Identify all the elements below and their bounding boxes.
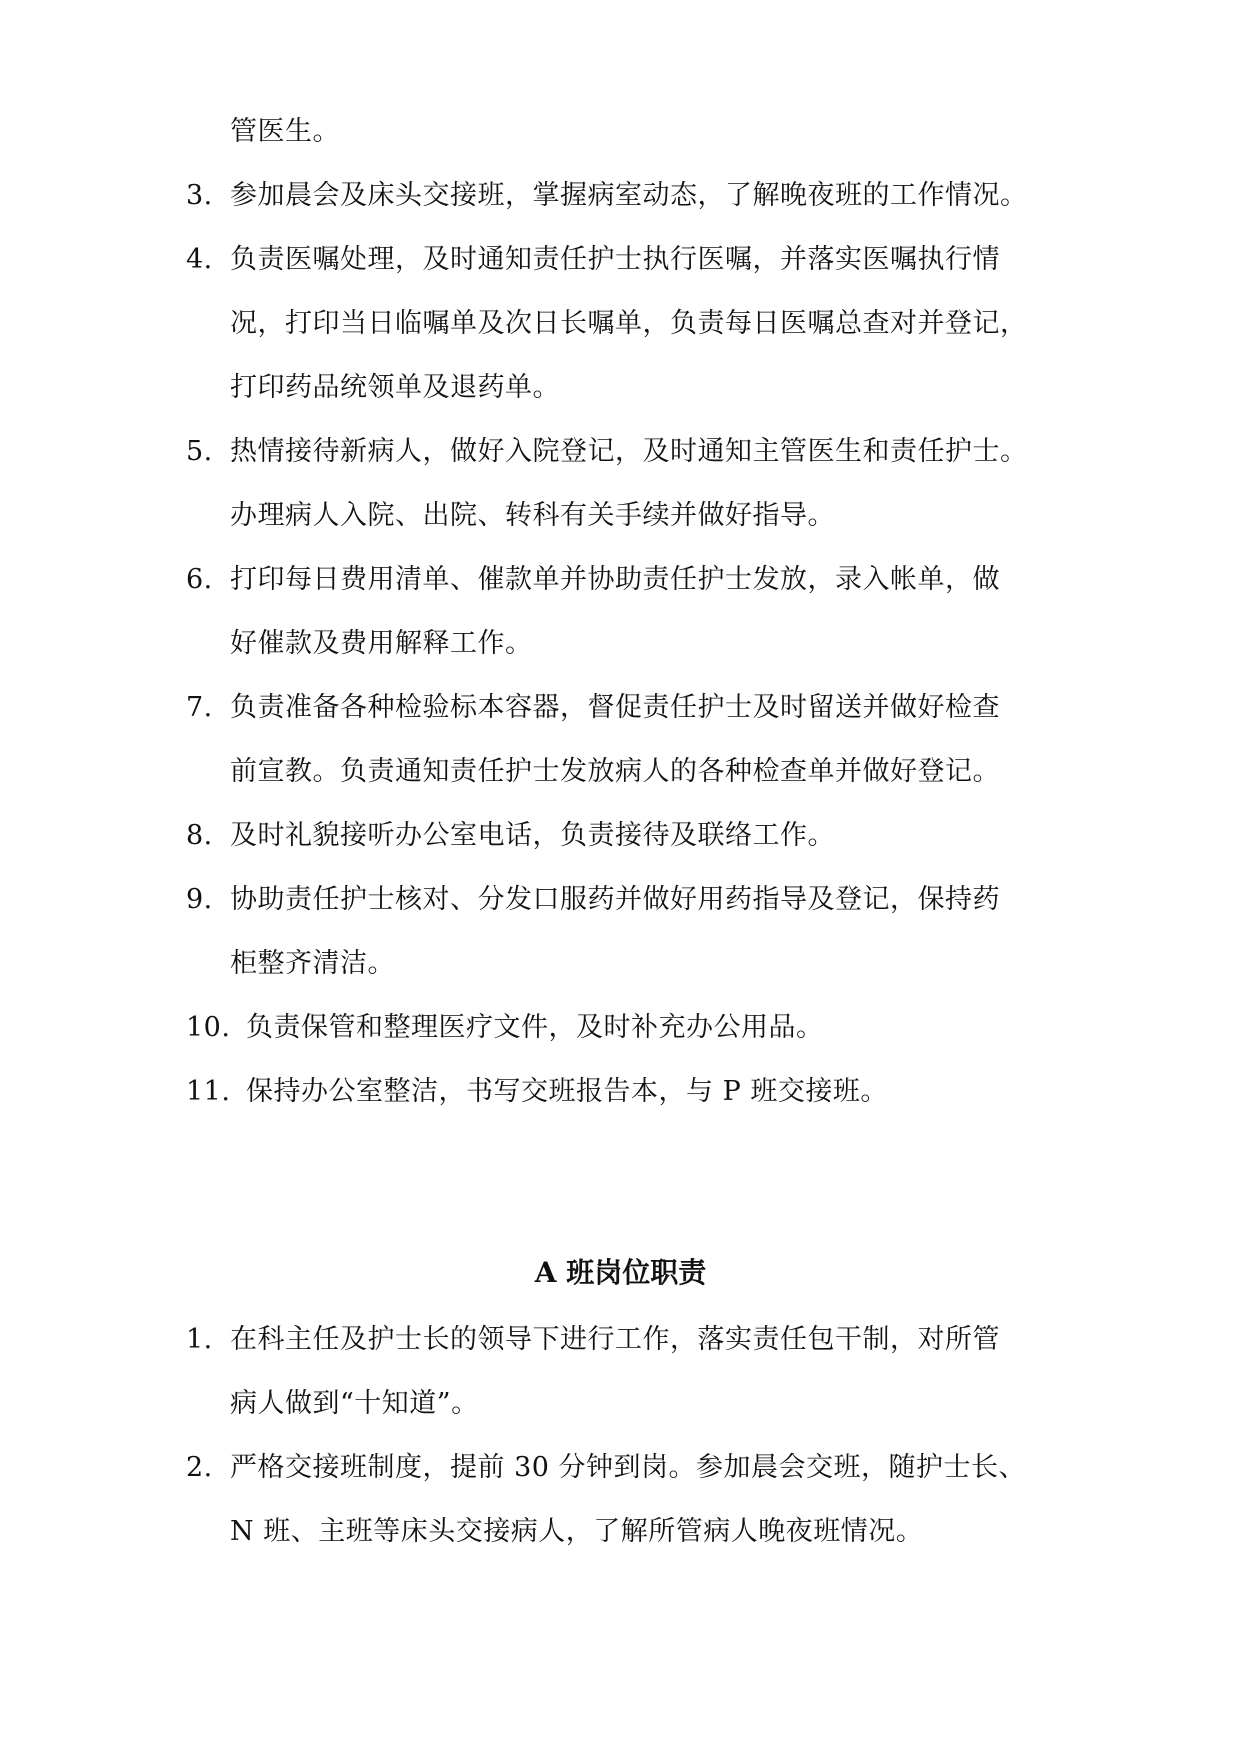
list-item-text: 打印药品统领单及退药单。 (230, 372, 560, 403)
list-item-number: 8. (186, 820, 213, 851)
list-item-text: 热情接待新病人，做好入院登记，及时通知主管医生和责任护士。 (230, 436, 1028, 467)
list-item-text: N 班、主班等床头交接病人，了解所管病人晚夜班情况。 (230, 1516, 924, 1547)
list-item-text: 严格交接班制度，提前 30 分钟到岗。参加晨会交班，随护士长、 (230, 1452, 1027, 1483)
list-item-text: 在科主任及护士长的领导下进行工作，落实责任包干制，对所管 (230, 1324, 1000, 1355)
list-item-text: 负责保管和整理医疗文件，及时补充办公用品。 (246, 1012, 824, 1043)
list-item-number: 6. (186, 564, 213, 595)
list-item-text: 参加晨会及床头交接班，掌握病室动态，了解晚夜班的工作情况。 (230, 180, 1028, 211)
list-item-text: 办理病人入院、出院、转科有关手续并做好指导。 (230, 500, 835, 531)
list-item-text: 况，打印当日临嘱单及次日长嘱单，负责每日医嘱总查对并登记， (230, 308, 1028, 339)
list-item-text: 前宣教。负责通知责任护士发放病人的各种检查单并做好登记。 (230, 756, 1000, 787)
list-item-text: 柜整齐清洁。 (230, 948, 395, 979)
list-item-number: 9. (186, 884, 213, 915)
list-item-text: 协助责任护士核对、分发口服药并做好用药指导及登记，保持药 (230, 884, 1000, 915)
section-title: A 班岗位职责 (534, 1256, 707, 1289)
list-item-number: 5. (186, 436, 213, 467)
list-item-text: 负责医嘱处理，及时通知责任护士执行医嘱，并落实医嘱执行情 (230, 244, 1000, 275)
list-item-text: 打印每日费用清单、催款单并协助责任护士发放，录入帐单，做 (230, 564, 1000, 595)
list-item-number: 1. (186, 1324, 213, 1355)
continued-line: 管医生。 (230, 116, 340, 147)
list-item-number: 11. (186, 1076, 231, 1107)
list-item-text: 负责准备各种检验标本容器，督促责任护士及时留送并做好检查 (230, 692, 1000, 723)
list-item-text: 及时礼貌接听办公室电话，负责接待及联络工作。 (230, 820, 835, 851)
list-item-text: 病人做到“十知道”。 (230, 1388, 479, 1419)
list-item-number: 2. (186, 1452, 213, 1483)
list-item-number: 4. (186, 244, 213, 275)
list-item-number: 3. (186, 180, 213, 211)
list-item-number: 7. (186, 692, 213, 723)
list-item-text: 保持办公室整洁，书写交班报告本，与 P 班交接班。 (246, 1076, 888, 1107)
list-item-number: 10. (186, 1012, 231, 1043)
list-item-text: 好催款及费用解释工作。 (230, 628, 533, 659)
